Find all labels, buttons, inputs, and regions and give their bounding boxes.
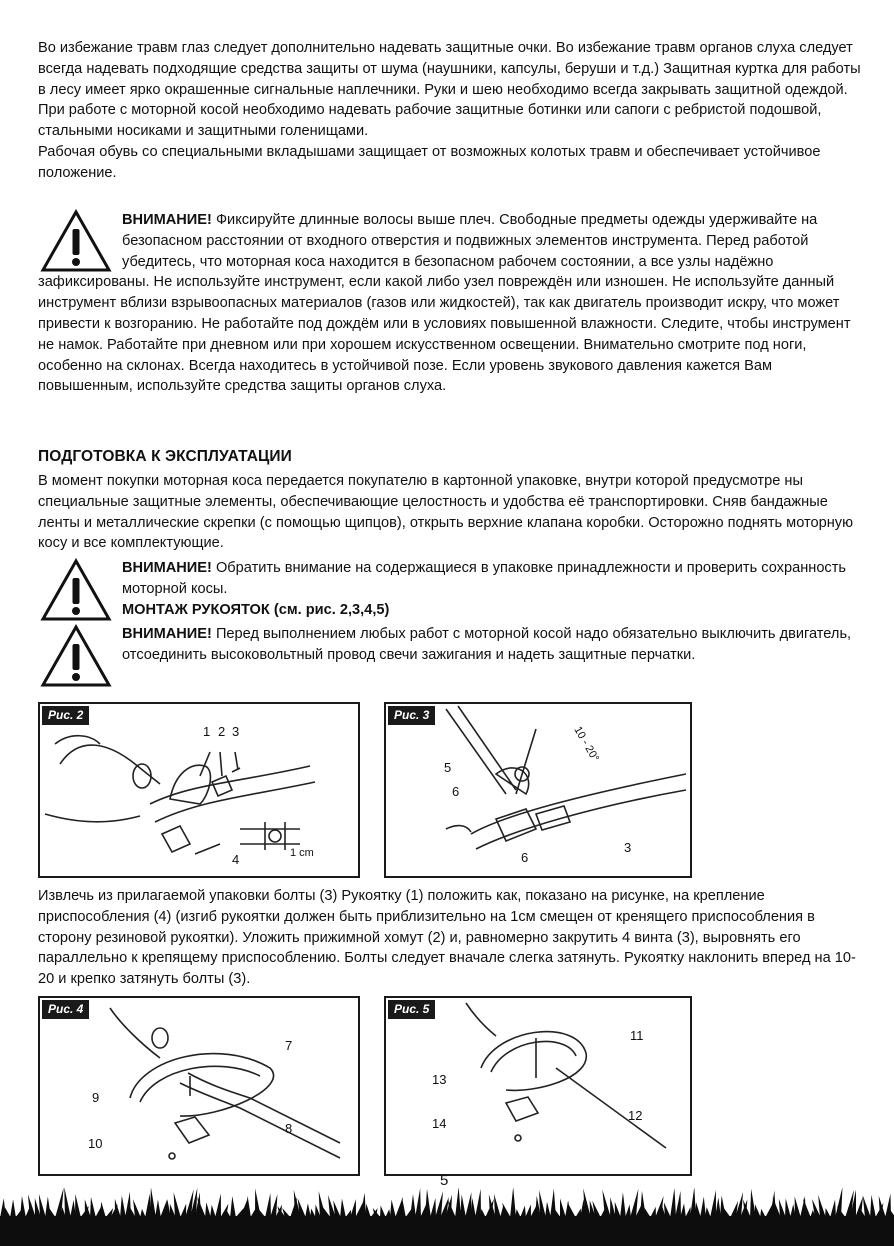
grass-blade (675, 1191, 681, 1218)
grass-blade (140, 1209, 146, 1218)
grass-blade (539, 1190, 546, 1218)
grass-blade (670, 1188, 676, 1218)
grass-blade (525, 1204, 531, 1218)
grass-blade (625, 1204, 631, 1218)
grass-blade (270, 1194, 277, 1218)
grass-blade (100, 1202, 106, 1218)
grass-blade (755, 1204, 761, 1218)
grass-blade (785, 1198, 791, 1218)
grass-blade (305, 1203, 311, 1218)
grass-blade (265, 1193, 271, 1218)
figure-5-drawing (386, 998, 690, 1174)
grass-blade (615, 1202, 621, 1218)
figure-label: 1 (203, 724, 211, 739)
figure-label: 12 (628, 1108, 643, 1123)
grass-blade (215, 1194, 221, 1218)
grass-blade (515, 1209, 521, 1218)
grass-blade (710, 1190, 716, 1218)
grass-blade (39, 1194, 46, 1218)
grass-blade (430, 1198, 436, 1218)
grass-blade (630, 1189, 638, 1218)
grass-blade (890, 1210, 894, 1218)
figure-label: 6 (521, 850, 529, 865)
warning-triangle-icon (40, 558, 112, 622)
grass-decoration (0, 1188, 894, 1246)
figure-label: 2 (218, 724, 226, 739)
grass-blade (360, 1193, 366, 1218)
grass-blade (830, 1200, 836, 1218)
grass-blade (345, 1210, 351, 1218)
grass-blade (155, 1199, 161, 1218)
warning-text: Обратить внимание на содержащиеся в упаковке принадлежности и проверить сохранность моторной косы. (122, 560, 847, 597)
figure-4 (38, 996, 360, 1176)
intro-paragraph: Рабочая обувь со специальными вкладышами защищает от возможных колотых травм и обеспечивает устойчивое положение. (38, 143, 821, 181)
grass-blade (64, 1188, 71, 1218)
figure-label: 13 (432, 1072, 447, 1087)
figure-label: 10 (88, 1136, 103, 1151)
grass-blade (520, 1206, 526, 1218)
grass-blade (700, 1197, 706, 1218)
intro-section (38, 38, 868, 184)
grass-blade (560, 1198, 566, 1218)
grass-blade (20, 1196, 26, 1218)
grass-blade (620, 1192, 626, 1218)
grass-blade (575, 1209, 581, 1218)
grass-blade (415, 1188, 421, 1218)
warning-text: Фиксируйте длинные волосы выше плеч. Свободные предметы одежды удерживайте на безопасном расстоянии от входного отверстия и подвижных элементов инструмента. Перед работой убедитесь, что моторная коса находится в безопасном рабочем состоянии, а все узлы надёжно зафиксированы. Не используйте инструмент, если какой либо узел повреждён или изношен. Не используйте данный инструмент вблизи взрывоопасных материалов (газов или жидкостей), так как двигатель производит искру, что может привести к возгоранию. Не работайте под дождём или в условиях повышенной влажности. Следите, чтобы инструмент не намок. Работайте при дневном или при хорошем искусственном освещении. Внимательно смотрите под ноги, особенно на склонах. Всегда находитесь в устойчивой позе. Если уровень звукового давления кажется Вам повышенным, используйте средства защиты органов слуха. (38, 212, 851, 395)
grass-blade (685, 1207, 691, 1218)
figure-tag: Рис. 3 (388, 706, 435, 725)
figure-label: 5 (444, 760, 452, 775)
grass-blade (115, 1199, 121, 1218)
figure-label: 4 (232, 852, 240, 867)
grass-blade (870, 1195, 876, 1218)
warning-keyword: ВНИМАНИЕ! (122, 626, 212, 642)
grass-blade (690, 1188, 696, 1218)
figure-3 (384, 702, 692, 878)
grass-blade (545, 1202, 551, 1218)
grass-blade (465, 1192, 471, 1218)
figure-tag: Рис. 2 (42, 706, 89, 725)
assembly-text: Извлечь из прилагаемой упаковки болты (3) Рукоятку (1) положить как, показано на рисунке, на крепление приспособления (4) (изгиб рукоятки должен быть приблизительно на 1см смещен от кренящего приспособления в сторону резиновой рукоятки). Уложить прижимной хомут (2) и, равномерно закрутить 4 винта (3), выровнять его параллельно к крепящему приспособлению. Болты следует вначале слегка затянуть. Рукоятку наклонить вперед на 10-20 и крепко затянуть болты (3). (38, 888, 856, 988)
grass-blade (350, 1199, 356, 1218)
grass-blade (795, 1196, 801, 1218)
grass-blade (650, 1207, 656, 1218)
figure-label: 10 - 20° (571, 724, 602, 764)
grass-blade (390, 1199, 396, 1218)
grass-blade (705, 1207, 711, 1218)
grass-blade (760, 1209, 766, 1218)
grass-blade (410, 1194, 416, 1218)
grass-blade (385, 1209, 391, 1218)
grass-blade (75, 1194, 81, 1218)
warning-block-hair (38, 210, 868, 397)
assembly-paragraph (38, 886, 868, 990)
grass-blade (90, 1197, 96, 1218)
grass-blade (494, 1194, 501, 1218)
grass-blade (680, 1203, 686, 1218)
grass-blade (455, 1188, 461, 1218)
warning-keyword: ВНИМАНИЕ! (122, 212, 212, 228)
grass-blade (695, 1202, 701, 1218)
grass-blade (210, 1205, 216, 1218)
figure-label: 14 (432, 1116, 447, 1131)
warning-text: Перед выполнением любых работ с моторной косой надо обязательно выключить двигатель, отсоединить высоковольтный провод свечи зажигания и надеть защитные перчатки. (122, 626, 852, 663)
grass-blade (174, 1192, 181, 1218)
grass-blade (380, 1206, 386, 1218)
grass-blade (10, 1199, 16, 1218)
grass-blade (150, 1188, 156, 1218)
figure-label: 1 cm (290, 847, 314, 859)
figure-3-drawing (386, 704, 690, 876)
grass-blade (365, 1204, 371, 1218)
grass-blade (425, 1189, 431, 1218)
warning-keyword: ВНИМАНИЕ! (122, 560, 212, 576)
figure-label: 9 (92, 1090, 100, 1105)
figure-label: 6 (452, 784, 460, 799)
subheading-handle-mounting: МОНТАЖ РУКОЯТОК (см. рис. 2,3,4,5) (122, 601, 390, 618)
warning-triangle-icon (40, 624, 112, 688)
grass-blade (180, 1204, 186, 1218)
grass-blade (825, 1208, 831, 1218)
figure-label: 7 (285, 1038, 293, 1053)
figure-label: 11 (630, 1028, 644, 1043)
prep-paragraph (38, 471, 868, 554)
figure-label: 3 (624, 840, 632, 855)
section-heading-preparation: ПОДГОТОВКА К ЭКСПЛУАТАЦИИ (38, 448, 292, 465)
figure-tag: Рис. 5 (388, 1000, 435, 1019)
grass-blade (205, 1202, 211, 1218)
grass-blade (510, 1188, 516, 1218)
figure-tag: Рис. 4 (42, 1000, 89, 1019)
prep-text: В момент покупки моторная коса передается покупателю в картонной упаковке, внутри которой предусмотре ны специальные защитные элементы, обеспечивающие целостность и удобства её транспортировки. Сняв бандажные ленты и металлические скрепки (с помощью щипцов), открыть верхние клапана коробки. Осторожно поднять моторную косу и все комплектующие. (38, 473, 854, 552)
intro-paragraph: Во избежание травм глаз следует дополнительно надевать защитные очки. Во избежание травм органов слуха следует всегда надевать подходящие средства защиты от шума (наушники, капсулы, беруши и т.д.) Защитная куртка для работы в лесу имеет ярко окрашенные сигнальные наплечники. Руки и шею необходимо всегда закрывать защитной одеждой. При работе с моторной косой необходимо надевать рабочие защитные ботинки или сапоги с ребристой подошвой, стальными носиками и защитными голенищами. (38, 40, 861, 140)
grass-blade (230, 1196, 236, 1218)
warning-block-package (122, 558, 868, 620)
grass-blade (460, 1194, 466, 1218)
figure-4-drawing (40, 998, 358, 1174)
grass-blade (863, 1195, 871, 1218)
figure-5 (384, 996, 692, 1176)
grass-blade (340, 1199, 346, 1218)
grass-blade (120, 1196, 126, 1218)
grass-blade (779, 1199, 786, 1218)
figure-label: 8 (285, 1121, 293, 1136)
figure-2-drawing (40, 704, 358, 876)
grass-blade (475, 1189, 481, 1218)
warning-block-gloves (122, 624, 868, 666)
figure-2 (38, 702, 360, 878)
grass-blade (145, 1194, 151, 1218)
grass-blade (664, 1202, 671, 1218)
figure-label: 3 (232, 724, 240, 739)
page-number: 5 (440, 1172, 449, 1189)
